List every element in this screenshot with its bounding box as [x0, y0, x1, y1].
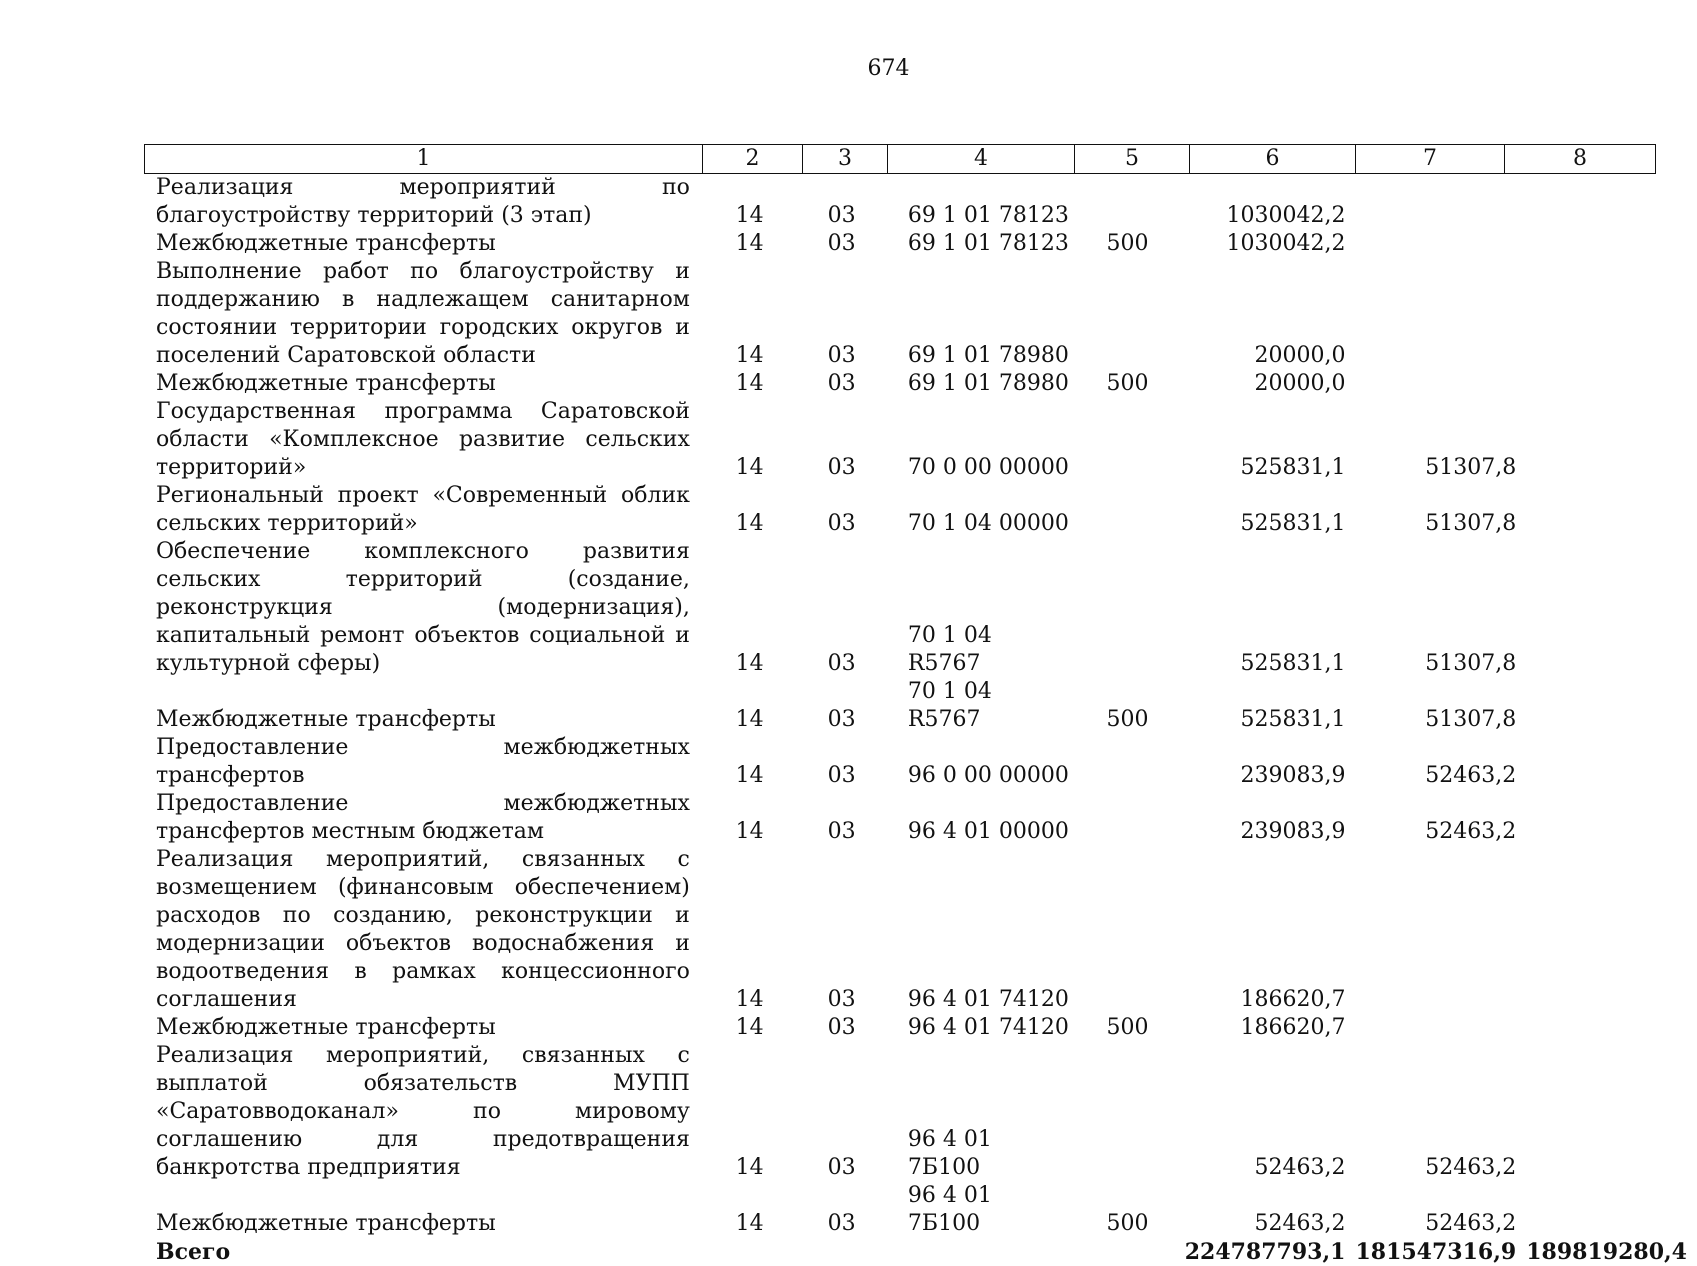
amount-col8-cell — [1526, 370, 1697, 398]
subsection-code-cell: 03 — [827, 1015, 856, 1040]
section-code-cell: 14 — [735, 203, 764, 228]
amount-col7-cell — [1355, 174, 1526, 230]
expense-name-cell: Межбюджетные трансферты — [156, 371, 496, 396]
expense-type-cell — [1070, 258, 1184, 370]
expense-type-cell — [1070, 1042, 1184, 1182]
amount-col8-cell — [1526, 846, 1697, 1014]
expense-type-cell — [1070, 174, 1184, 230]
table-row — [144, 1182, 1697, 1238]
total-label: Всего — [156, 1239, 231, 1265]
empty-cell — [1070, 1238, 1184, 1266]
table-row — [144, 790, 1697, 846]
total-col8: 189819280,4 — [1526, 1239, 1687, 1265]
section-code-cell: 14 — [735, 651, 764, 676]
target-article-cell: 96 4 01 00000 — [907, 819, 1069, 844]
expense-name-cell: Межбюджетные трансферты — [156, 1211, 496, 1236]
column-number: 5 — [1075, 145, 1190, 174]
column-number: 8 — [1505, 145, 1656, 174]
expense-type-cell: 500 — [1106, 707, 1149, 732]
amount-col7-cell: 52463,2 — [1425, 819, 1517, 844]
amount-col7-cell: 51307,8 — [1425, 511, 1517, 536]
expense-name-cell: Межбюджетные трансферты — [156, 707, 496, 732]
amount-col8-cell — [1526, 230, 1697, 258]
target-article-cell: 96 4 01 7Б100 — [907, 1127, 992, 1180]
subsection-code-cell: 03 — [827, 1155, 856, 1180]
expense-name-cell: Реализация мероприятий, связанных с выплатой обязательств МУПП «Саратовводоканал» по мировому соглашению для предотвращения банкротства предприятия — [156, 1043, 690, 1180]
amount-col8-cell — [1526, 1182, 1697, 1238]
amount-col6-cell: 52463,2 — [1254, 1155, 1346, 1180]
expense-name-cell: Государственная программа Саратовской области «Комплексное развитие сельских территорий» — [156, 399, 690, 480]
expense-name-cell: Реализация мероприятий, связанных с возмещением (финансовым обеспечением) расходов по созданию, реконструкции и модернизации объектов водоснабжения и водоотведения в рамках концессионного соглашения — [156, 847, 690, 1012]
amount-col6-cell: 525831,1 — [1240, 707, 1346, 732]
section-code-cell: 14 — [735, 343, 764, 368]
budget-table — [144, 174, 1697, 1266]
amount-col7-cell: 52463,2 — [1425, 763, 1517, 788]
subsection-code-cell: 03 — [827, 707, 856, 732]
column-number-header — [144, 144, 1656, 174]
section-code-cell: 14 — [735, 1015, 764, 1040]
target-article-cell: 70 0 00 00000 — [907, 455, 1069, 480]
subsection-code-cell: 03 — [827, 371, 856, 396]
amount-col6-cell: 1030042,2 — [1226, 231, 1346, 256]
subsection-code-cell: 03 — [827, 987, 856, 1012]
section-code-cell: 14 — [735, 1155, 764, 1180]
section-code-cell: 14 — [735, 455, 764, 480]
expense-type-cell — [1070, 482, 1184, 538]
amount-col6-cell: 186620,7 — [1240, 987, 1346, 1012]
subsection-code-cell: 03 — [827, 231, 856, 256]
table-row — [144, 258, 1697, 370]
section-code-cell: 14 — [735, 231, 764, 256]
target-article-cell: 69 1 01 78980 — [907, 343, 1069, 368]
amount-col6-cell: 52463,2 — [1254, 1211, 1346, 1236]
expense-name-cell: Предоставление межбюджетных трансфертов — [156, 735, 690, 788]
amount-col6-cell: 186620,7 — [1240, 1015, 1346, 1040]
amount-col8-cell — [1526, 1014, 1697, 1042]
column-number: 7 — [1356, 145, 1505, 174]
target-article-cell: 70 1 04 00000 — [907, 511, 1069, 536]
amount-col6-cell: 20000,0 — [1254, 371, 1346, 396]
expense-name-cell: Реализация мероприятий по благоустройству территорий (3 этап) — [156, 175, 690, 228]
amount-col7-cell: 51307,8 — [1425, 707, 1517, 732]
expense-name-cell: Межбюджетные трансферты — [156, 1015, 496, 1040]
table-row — [144, 846, 1697, 1014]
target-article-cell: 96 4 01 74120 — [907, 987, 1069, 1012]
page-number: 674 — [867, 56, 910, 81]
expense-type-cell — [1070, 790, 1184, 846]
table-row — [144, 230, 1697, 258]
amount-col7-cell — [1355, 846, 1526, 1014]
expense-name-cell: Предоставление межбюджетных трансфертов местным бюджетам — [156, 791, 690, 844]
target-article-cell: 96 4 01 7Б100 — [907, 1183, 992, 1236]
target-article-cell: 96 0 00 00000 — [907, 763, 1069, 788]
expense-name-cell: Региональный проект «Современный облик сельских территорий» — [156, 483, 690, 536]
amount-col8-cell — [1526, 538, 1697, 678]
total-col6: 224787793,1 — [1184, 1239, 1346, 1265]
amount-col6-cell: 20000,0 — [1254, 343, 1346, 368]
total-col7: 181547316,9 — [1355, 1239, 1517, 1265]
expense-type-cell: 500 — [1106, 231, 1149, 256]
section-code-cell: 14 — [735, 1211, 764, 1236]
table-row — [144, 538, 1697, 678]
amount-col7-cell — [1355, 230, 1526, 258]
amount-col7-cell: 51307,8 — [1425, 651, 1517, 676]
table-row — [144, 482, 1697, 538]
expense-name-cell: Межбюджетные трансферты — [156, 231, 496, 256]
section-code-cell: 14 — [735, 763, 764, 788]
subsection-code-cell: 03 — [827, 455, 856, 480]
table-row — [144, 370, 1697, 398]
column-number: 3 — [803, 145, 888, 174]
amount-col7-cell — [1355, 370, 1526, 398]
subsection-code-cell: 03 — [827, 343, 856, 368]
subsection-code-cell: 03 — [827, 763, 856, 788]
table-row — [144, 1042, 1697, 1182]
amount-col6-cell: 525831,1 — [1240, 511, 1346, 536]
amount-col6-cell: 525831,1 — [1240, 455, 1346, 480]
subsection-code-cell: 03 — [827, 203, 856, 228]
target-article-cell: 70 1 04 R5767 — [907, 623, 992, 676]
target-article-cell: 70 1 04 R5767 — [907, 679, 992, 732]
target-article-cell: 96 4 01 74120 — [907, 1015, 1069, 1040]
empty-cell — [884, 1238, 1070, 1266]
section-code-cell: 14 — [735, 511, 764, 536]
target-article-cell: 69 1 01 78980 — [907, 371, 1069, 396]
column-number: 4 — [888, 145, 1075, 174]
amount-col7-cell — [1355, 258, 1526, 370]
amount-col8-cell — [1526, 790, 1697, 846]
table-row — [144, 734, 1697, 790]
section-code-cell: 14 — [735, 707, 764, 732]
amount-col7-cell: 51307,8 — [1425, 455, 1517, 480]
amount-col6-cell: 239083,9 — [1240, 819, 1346, 844]
amount-col8-cell — [1526, 174, 1697, 230]
target-article-cell: 69 1 01 78123 — [907, 231, 1069, 256]
amount-col7-cell: 52463,2 — [1425, 1155, 1517, 1180]
amount-col8-cell — [1526, 258, 1697, 370]
expense-type-cell — [1070, 398, 1184, 482]
amount-col8-cell — [1526, 398, 1697, 482]
column-number: 2 — [703, 145, 803, 174]
section-code-cell: 14 — [735, 819, 764, 844]
section-code-cell: 14 — [735, 371, 764, 396]
amount-col8-cell — [1526, 1042, 1697, 1182]
expense-type-cell — [1070, 538, 1184, 678]
table-row — [144, 398, 1697, 482]
amount-col7-cell — [1355, 1014, 1526, 1042]
amount-col7-cell: 52463,2 — [1425, 1211, 1517, 1236]
table-body — [144, 174, 1697, 1266]
amount-col6-cell: 239083,9 — [1240, 763, 1346, 788]
amount-col8-cell — [1526, 734, 1697, 790]
empty-cell — [799, 1238, 884, 1266]
expense-name-cell: Обеспечение комплексного развития сельских территорий (создание, реконструкция (модернизация), капитальный ремонт объектов социальной и культурной сферы) — [156, 539, 690, 676]
subsection-code-cell: 03 — [827, 1211, 856, 1236]
amount-col6-cell: 1030042,2 — [1226, 203, 1346, 228]
subsection-code-cell: 03 — [827, 819, 856, 844]
table-row — [144, 1014, 1697, 1042]
target-article-cell: 69 1 01 78123 — [907, 203, 1069, 228]
expense-type-cell: 500 — [1106, 371, 1149, 396]
expense-type-cell — [1070, 846, 1184, 1014]
table-row — [144, 174, 1697, 230]
section-code-cell: 14 — [735, 987, 764, 1012]
amount-col8-cell — [1526, 678, 1697, 734]
subsection-code-cell: 03 — [827, 511, 856, 536]
expense-name-cell: Выполнение работ по благоустройству и поддержанию в надлежащем санитарном состоянии территории городских округов и поселений Саратовской области — [156, 259, 690, 368]
expense-type-cell — [1070, 734, 1184, 790]
subsection-code-cell: 03 — [827, 651, 856, 676]
expense-type-cell: 500 — [1106, 1015, 1149, 1040]
amount-col8-cell — [1526, 482, 1697, 538]
expense-type-cell: 500 — [1106, 1211, 1149, 1236]
table-row — [144, 678, 1697, 734]
empty-cell — [700, 1238, 799, 1266]
column-number: 6 — [1190, 145, 1356, 174]
column-number: 1 — [145, 145, 703, 174]
total-row — [144, 1238, 1697, 1266]
amount-col6-cell: 525831,1 — [1240, 651, 1346, 676]
